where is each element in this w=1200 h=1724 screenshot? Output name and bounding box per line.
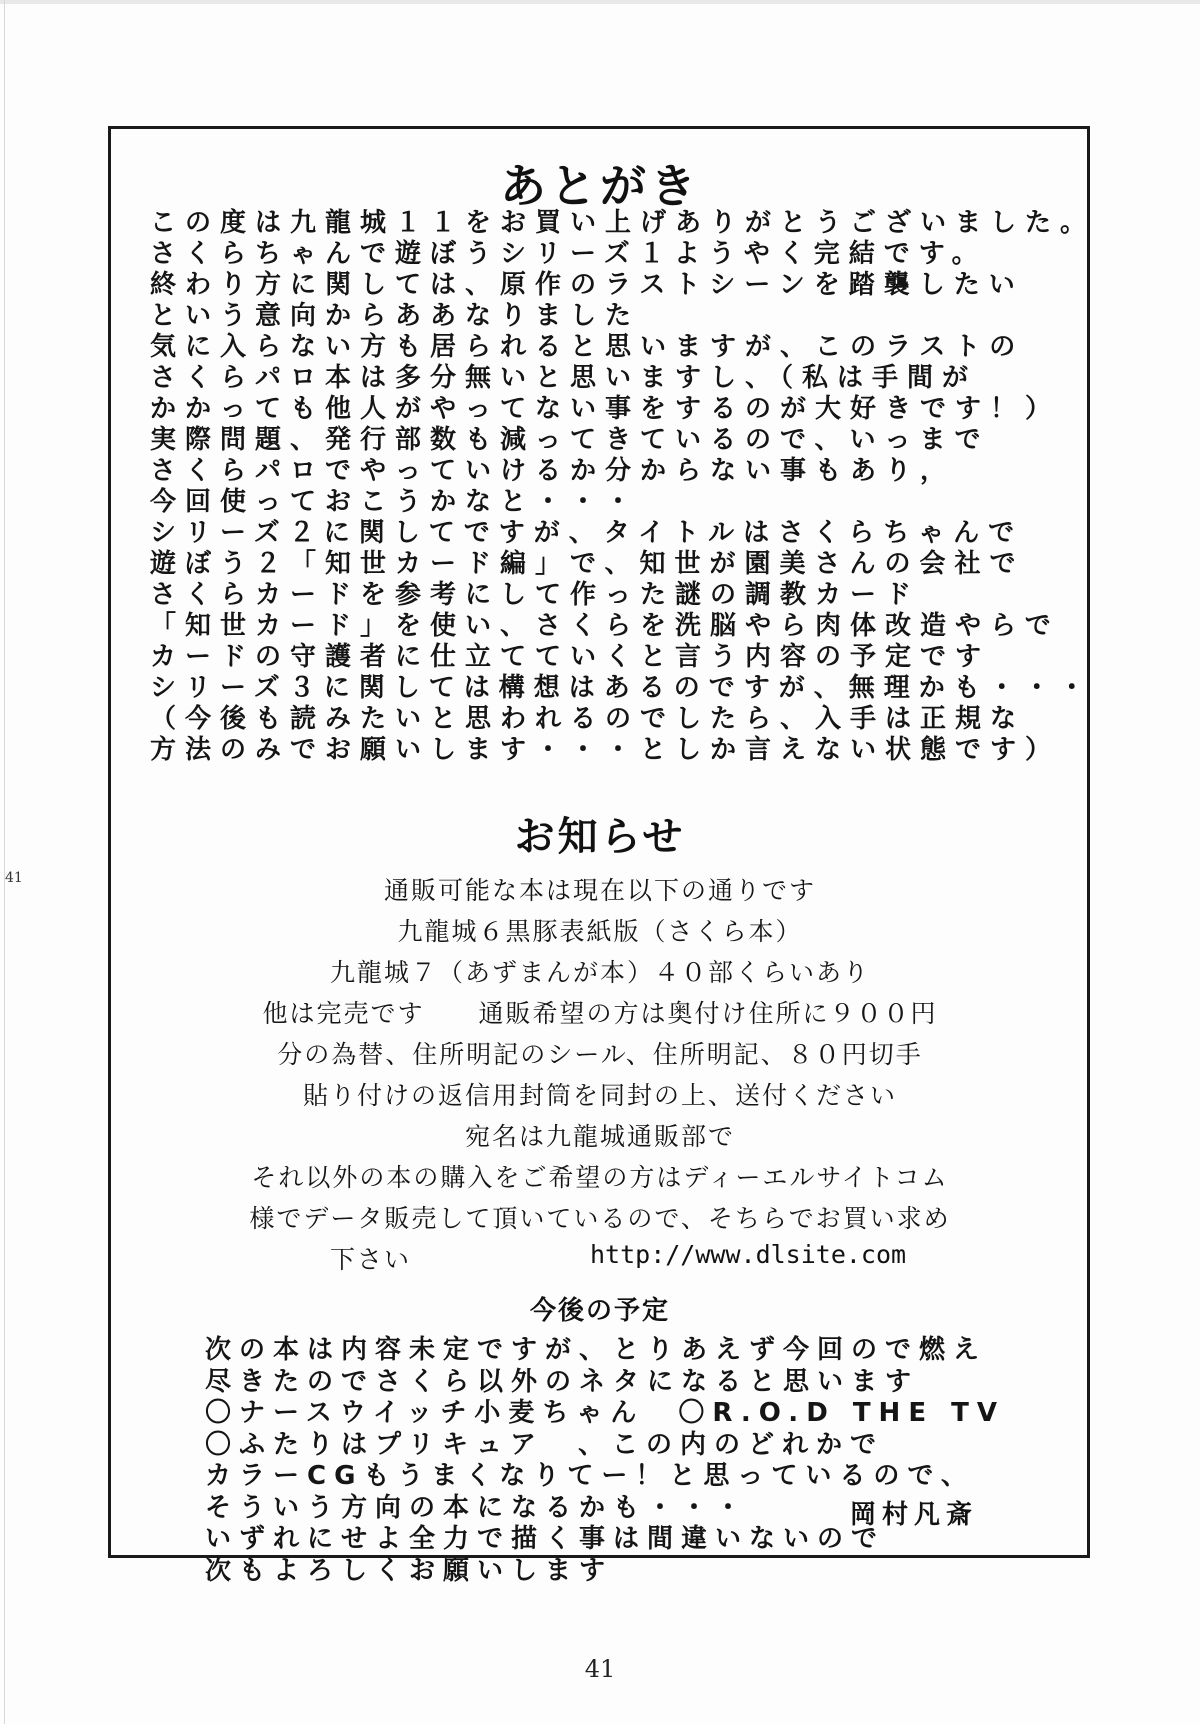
notice-title: お知らせ [514, 814, 686, 860]
afterword-line: 「知世カード」を使い、さくらを洗脳やら肉体改造やらで [150, 611, 1060, 641]
dlsite-url: http://www.dlsite.com [590, 1240, 907, 1269]
notice-line: 他は完売です 通販希望の方は奥付け住所に９００円 [262, 999, 938, 1028]
afterword-line: 方法のみでお願いします・・・としか言えない状態です） [150, 735, 1061, 765]
afterword-title: あとがき [500, 159, 700, 213]
afterword-line: 今回使っておこうかなと・・・ [150, 487, 641, 517]
notice-line: 下さい [330, 1245, 412, 1274]
future-plan-text [205, 1335, 1005, 1587]
notice-line: 様でデータ販売して頂いているので、そちらでお買い求め [249, 1204, 951, 1233]
future-plan-title: 今後の予定 [529, 1296, 670, 1326]
afterword-line: 気に入らない方も居られると思いますが、このラストの [150, 332, 1025, 362]
notice-line: 分の為替、住所明記のシール、住所明記、８０円切手 [277, 1040, 923, 1069]
plan-line: いずれにせよ全力で描く事は間違いないので [205, 1524, 886, 1554]
notice-line: 通販可能な本は現在以下の通りです [383, 876, 816, 905]
afterword-line: 実際問題、発行部数も減ってきているので、いっまで [150, 425, 990, 455]
afterword-line: シリーズ２に関してですが、タイトルはさくらちゃんで [150, 518, 1024, 548]
notice-line: 貼り付けの返信用封筒を同封の上、送付ください [302, 1081, 897, 1110]
plan-line: 〇ナースウイッチ小麦ちゃん 〇R.O.D THE TV [205, 1398, 1005, 1428]
notice-text [0, 870, 1200, 1280]
afterword-line: かかっても他人がやってない事をするのが大好きです！） [150, 394, 1061, 424]
plan-line: そういう方向の本になるかも・・・ [205, 1492, 750, 1523]
afterword-line: 遊ぼう２「知世カード編」で、知世が園美さんの会社で [150, 549, 1025, 579]
notice-line: 九龍城７（あずまんが本）４０部くらいあり [329, 958, 870, 987]
notice-line: それ以外の本の購入をご希望の方はディーエルサイトコム [251, 1163, 949, 1192]
plan-line: 次の本は内容未定ですが、とりあえず今回ので燃え [205, 1335, 988, 1365]
afterword-line: さくらちゃんで遊ぼうシリーズ１ようやく完結です。 [150, 239, 987, 269]
afterword-line: 終わり方に関しては、原作のラストシーンを踏襲したい [150, 270, 1024, 300]
scan-left-edge [4, 0, 5, 1724]
author-signature: 岡村凡斎 [850, 1500, 979, 1530]
afterword-line: さくらカードを参考にして作った謎の調教カード [150, 580, 921, 610]
afterword-text [150, 208, 1095, 766]
afterword-line: （今後も読みたいと思われるのでしたら、入手は正規な [150, 704, 1026, 734]
afterword-line: シリーズ３に関しては構想はあるのですが、無理かも・・・ [150, 673, 1094, 703]
plan-line: 尽きたのでさくら以外のネタになると思います [205, 1366, 920, 1397]
page-number: 41 [584, 1655, 616, 1683]
afterword-line: さくらパロでやっていけるか分からない事もあり， [150, 456, 956, 486]
afterword-line: この度は九龍城１１をお買い上げありがとうございました。 [150, 208, 1096, 238]
plan-line: 〇ふたりはプリキュア 、この内のどれかで [205, 1429, 884, 1460]
notice-line: 宛名は九龍城通販部で [464, 1122, 735, 1151]
margin-page-number: 41 [5, 870, 23, 886]
plan-line: カラーCGもうまくなりてー！と思っているので、 [205, 1461, 975, 1491]
afterword-line: という意向からああなりました [150, 301, 641, 331]
scan-top-edge [0, 0, 1200, 4]
afterword-line: さくらパロ本は多分無いと思いますし、（私は手間が [150, 363, 978, 393]
notice-line: 九龍城６黒豚表紙版（さくら本） [397, 917, 803, 946]
afterword-line: カードの守護者に仕立てていくと言う内容の予定です [150, 642, 991, 672]
plan-line: 次もよろしくお願いします [205, 1555, 614, 1586]
